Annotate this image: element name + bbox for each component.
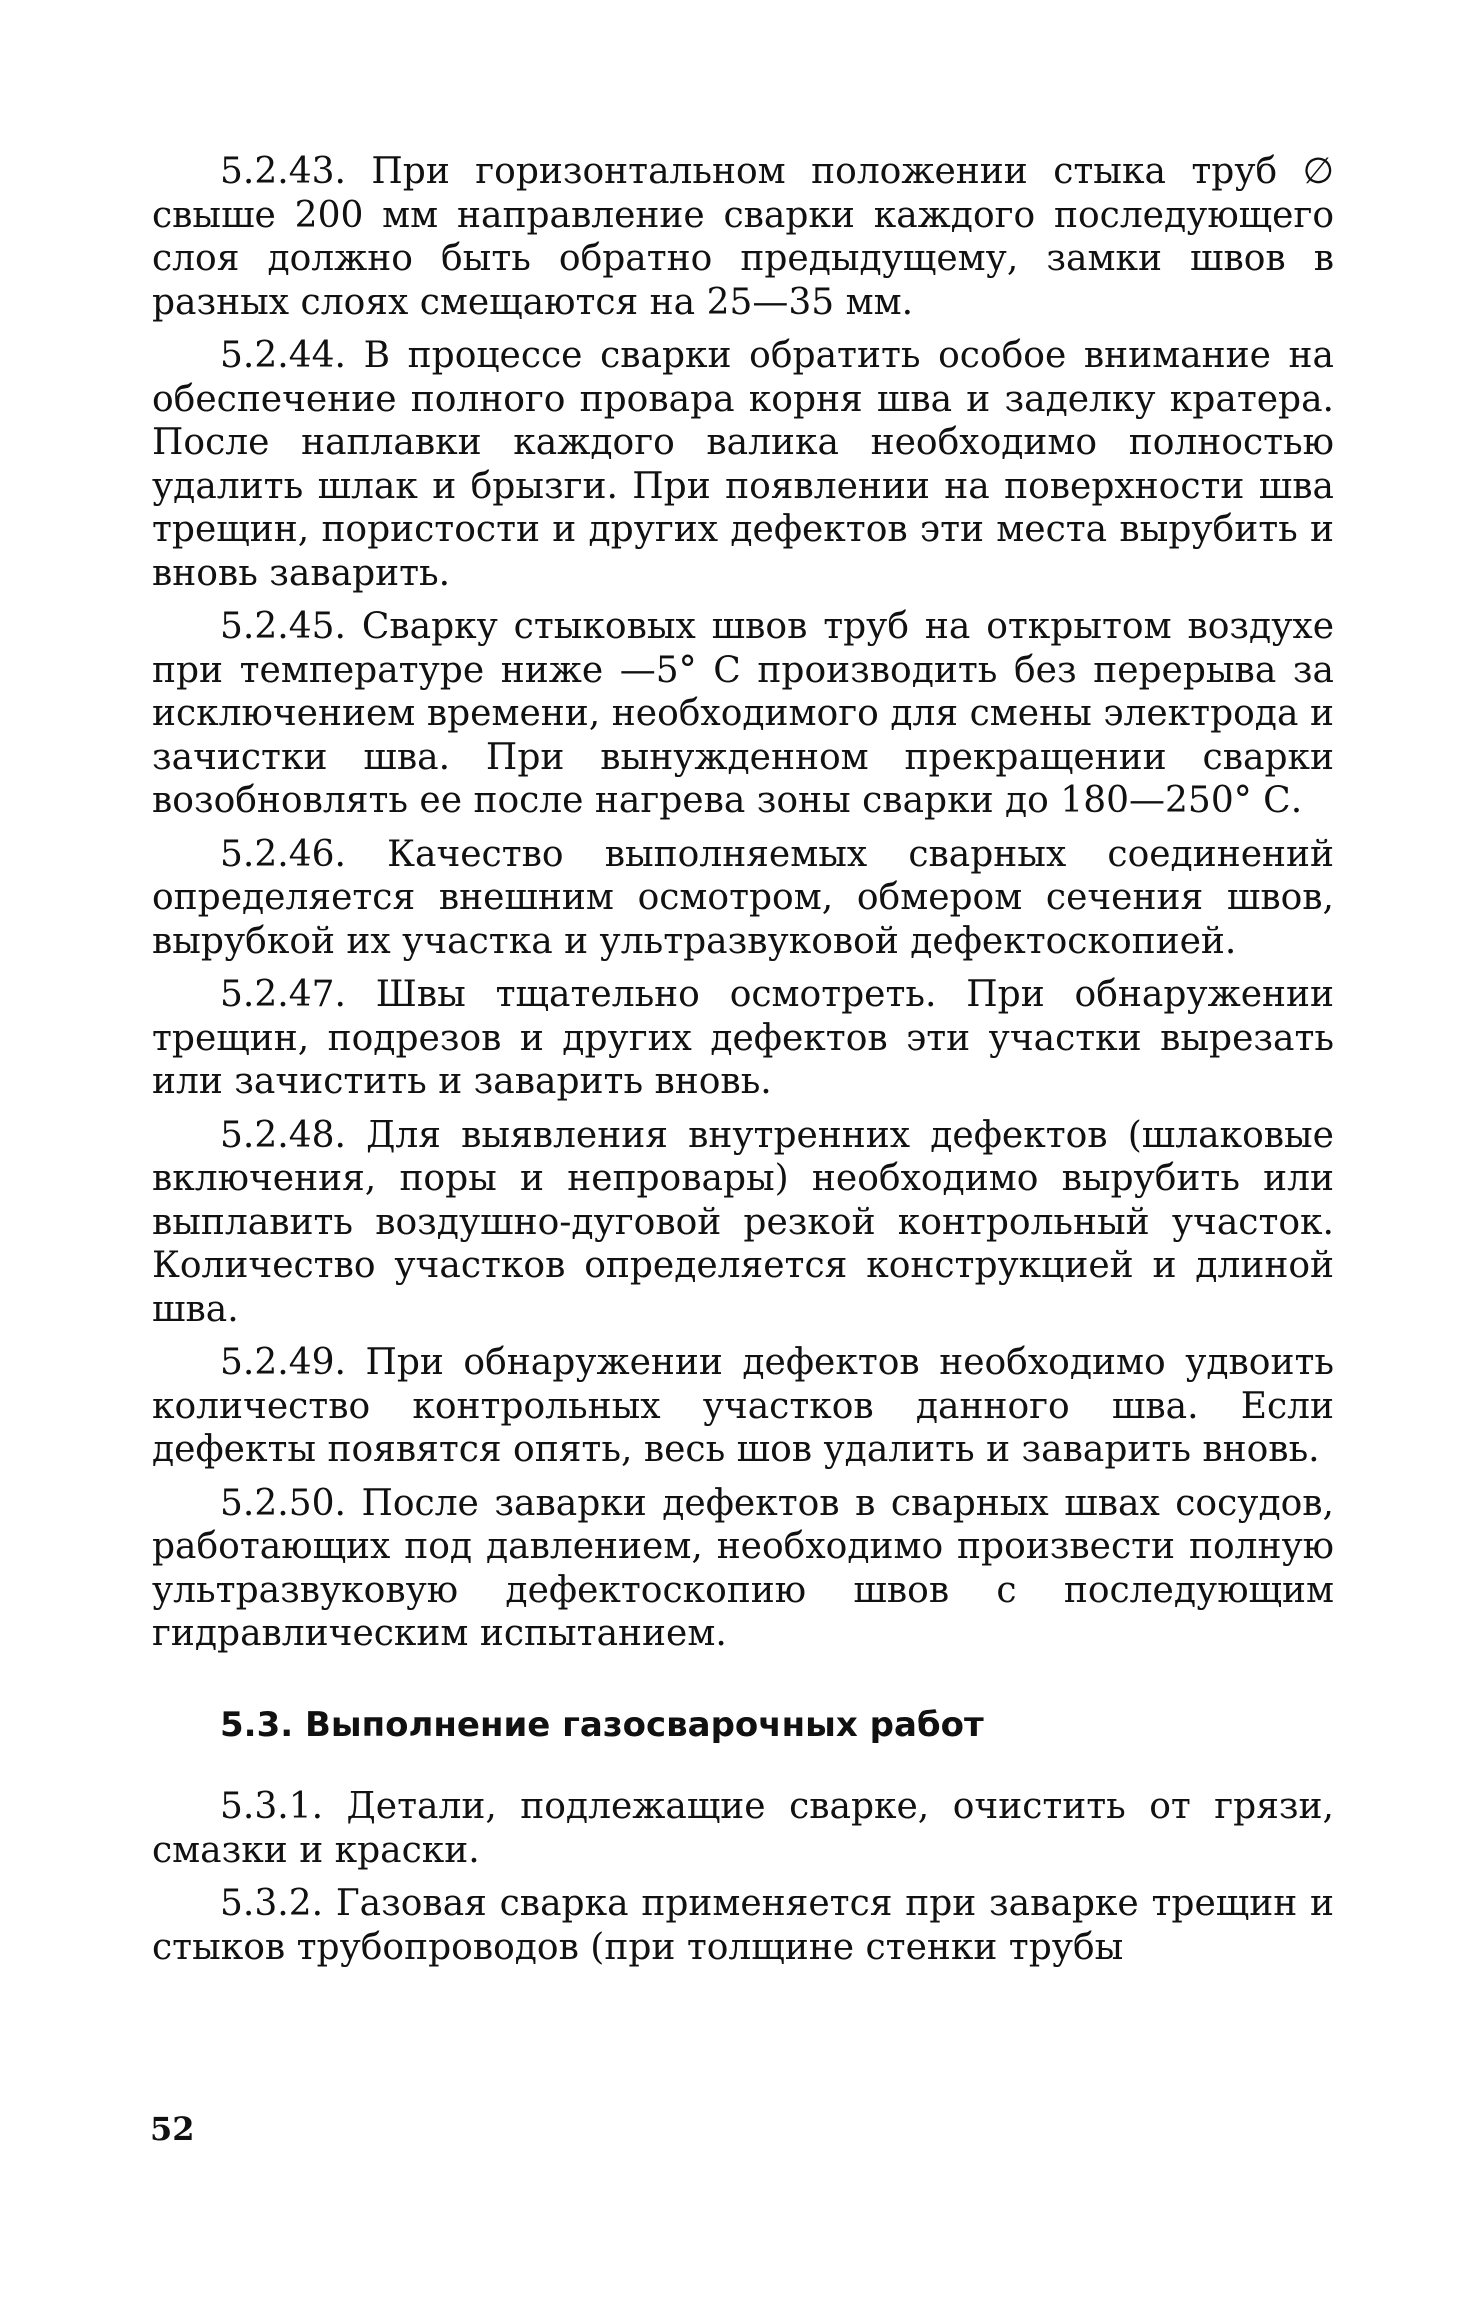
body-text [152, 150, 1334, 1979]
paragraph-5-2-44: 5.2.44. В процессе сварки обратить особое внимание на обеспечение полного провара корня шва и заделку кратера. После наплавки каждого валика необходимо полностью удалить шлак и брызги. При появлении на поверхности шва трещин, пористости и других дефектов эти места вырубить и вновь заварить. [152, 335, 1334, 594]
paragraph-5-2-47: 5.2.47. Швы тщательно осмотреть. При обнаружении трещин, подрезов и других дефектов эти участки вырезать или зачистить и заварить вновь. [152, 974, 1334, 1102]
paragraph-5-3-2: 5.3.2. Газовая сварка применяется при заварке трещин и стыков трубопроводов (при толщине стенки трубы [152, 1883, 1334, 1968]
paragraph-5-2-50: 5.2.50. После заварки дефектов в сварных швах сосудов, работающих под давлением, необходимо произвести полную ультразвуковую дефектоскопию швов с последующим гидравлическим испытанием. [152, 1482, 1334, 1654]
paragraph-5-2-43: 5.2.43. При горизонтальном положении стыка труб ∅ свыше 200 мм направление сварки каждого последующего слоя должно быть обратно предыдущему, замки швов в разных слоях смещаются на 25—35 мм. [152, 151, 1334, 323]
paragraph-5-3-1: 5.3.1. Детали, подлежащие сварке, очистить от грязи, смазки и краски. [152, 1786, 1334, 1871]
page-number: 52 [150, 2110, 195, 2148]
paragraph-5-2-48: 5.2.48. Для выявления внутренних дефектов (шлаковые включения, поры и непровары) необходимо вырубить или выплавить воздушно-дуговой резкой контрольный участок. Количество участков определяется конструкцией и длиной шва. [152, 1114, 1334, 1330]
paragraph-5-2-46: 5.2.46. Качество выполняемых сварных соединений определяется внешним осмотром, обмером сечения швов, вырубкой их участка и ультразвуковой дефектоскопией. [152, 833, 1334, 962]
section-heading: 5.3. Выполнение газосварочных работ [220, 1704, 984, 1745]
paragraph-5-2-49: 5.2.49. При обнаружении дефектов необходимо удвоить количество контрольных участков данного шва. Если дефекты появятся опять, весь шов удалить и заварить вновь. [152, 1342, 1334, 1470]
paragraph-5-2-45: 5.2.45. Сварку стыковых швов труб на открытом воздухе при температуре ниже —5° С производить без перерыва за исключением времени, необходимого для смены электрода и зачистки шва. При вынужденном прекращении сварки возобновлять ее после нагрева зоны сварки до 180—250° С. [152, 606, 1334, 821]
